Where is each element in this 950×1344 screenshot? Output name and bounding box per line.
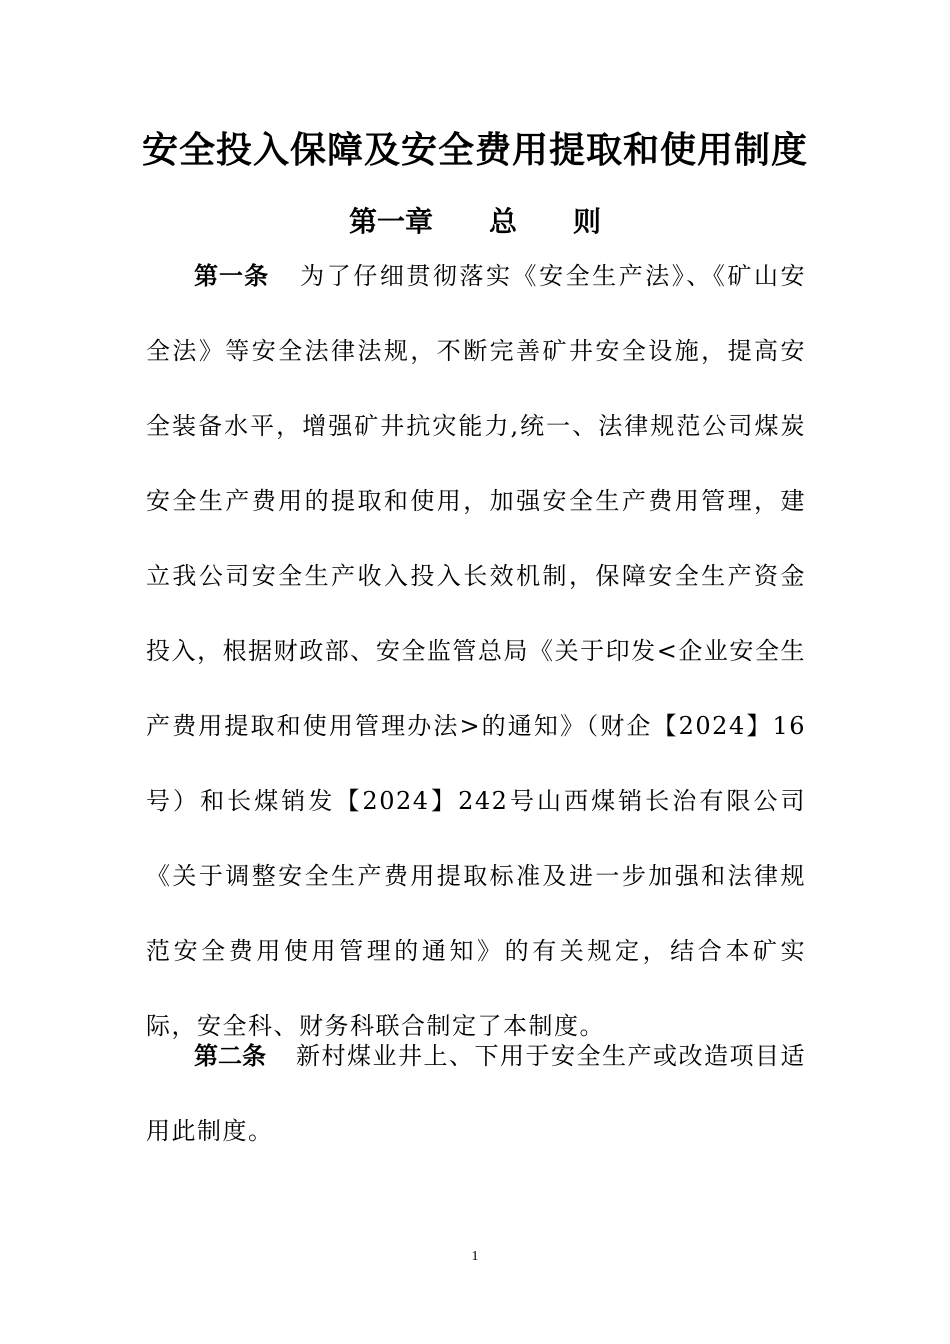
article-1 [146,238,806,1064]
article-1-text: 为了仔细贯彻落实《安全生产法》、《矿山安全法》等安全法律法规，不断完善矿井安全设施，提高安全装备水平，增强矿井抗灾能力,统一、法律规范公司煤炭安全生产费用的提取和使用，加强安全生产费用管理，建立我公司安全生产收入投入长效机制，保障安全生产资金投入，根据财政部、安全监管总局《关于印发<企业安全生产费用提取和使用管理办法>的通知》（财企【2024】16号）和长煤销发【2024】242号山西煤销长治有限公司《关于调整安全生产费用提取标准及进一步加强和法律规范安全费用使用管理的通知》的有关规定，结合本矿实际，安全科、财务科联合制定了本制度。 [146,262,807,1040]
article-2 [146,1018,806,1169]
chapter-heading: 第一章 总 则 [348,205,601,238]
article-2-text: 新村煤业井上、下用于安全生产或改造项目适用此制度。 [146,1042,806,1145]
article-2-label: 第二条 [194,1041,266,1070]
page-number: 1 [471,1249,479,1264]
article-1-label: 第一条 [194,261,270,290]
document-title: 安全投入保障及安全费用提取和使用制度 [141,129,808,171]
